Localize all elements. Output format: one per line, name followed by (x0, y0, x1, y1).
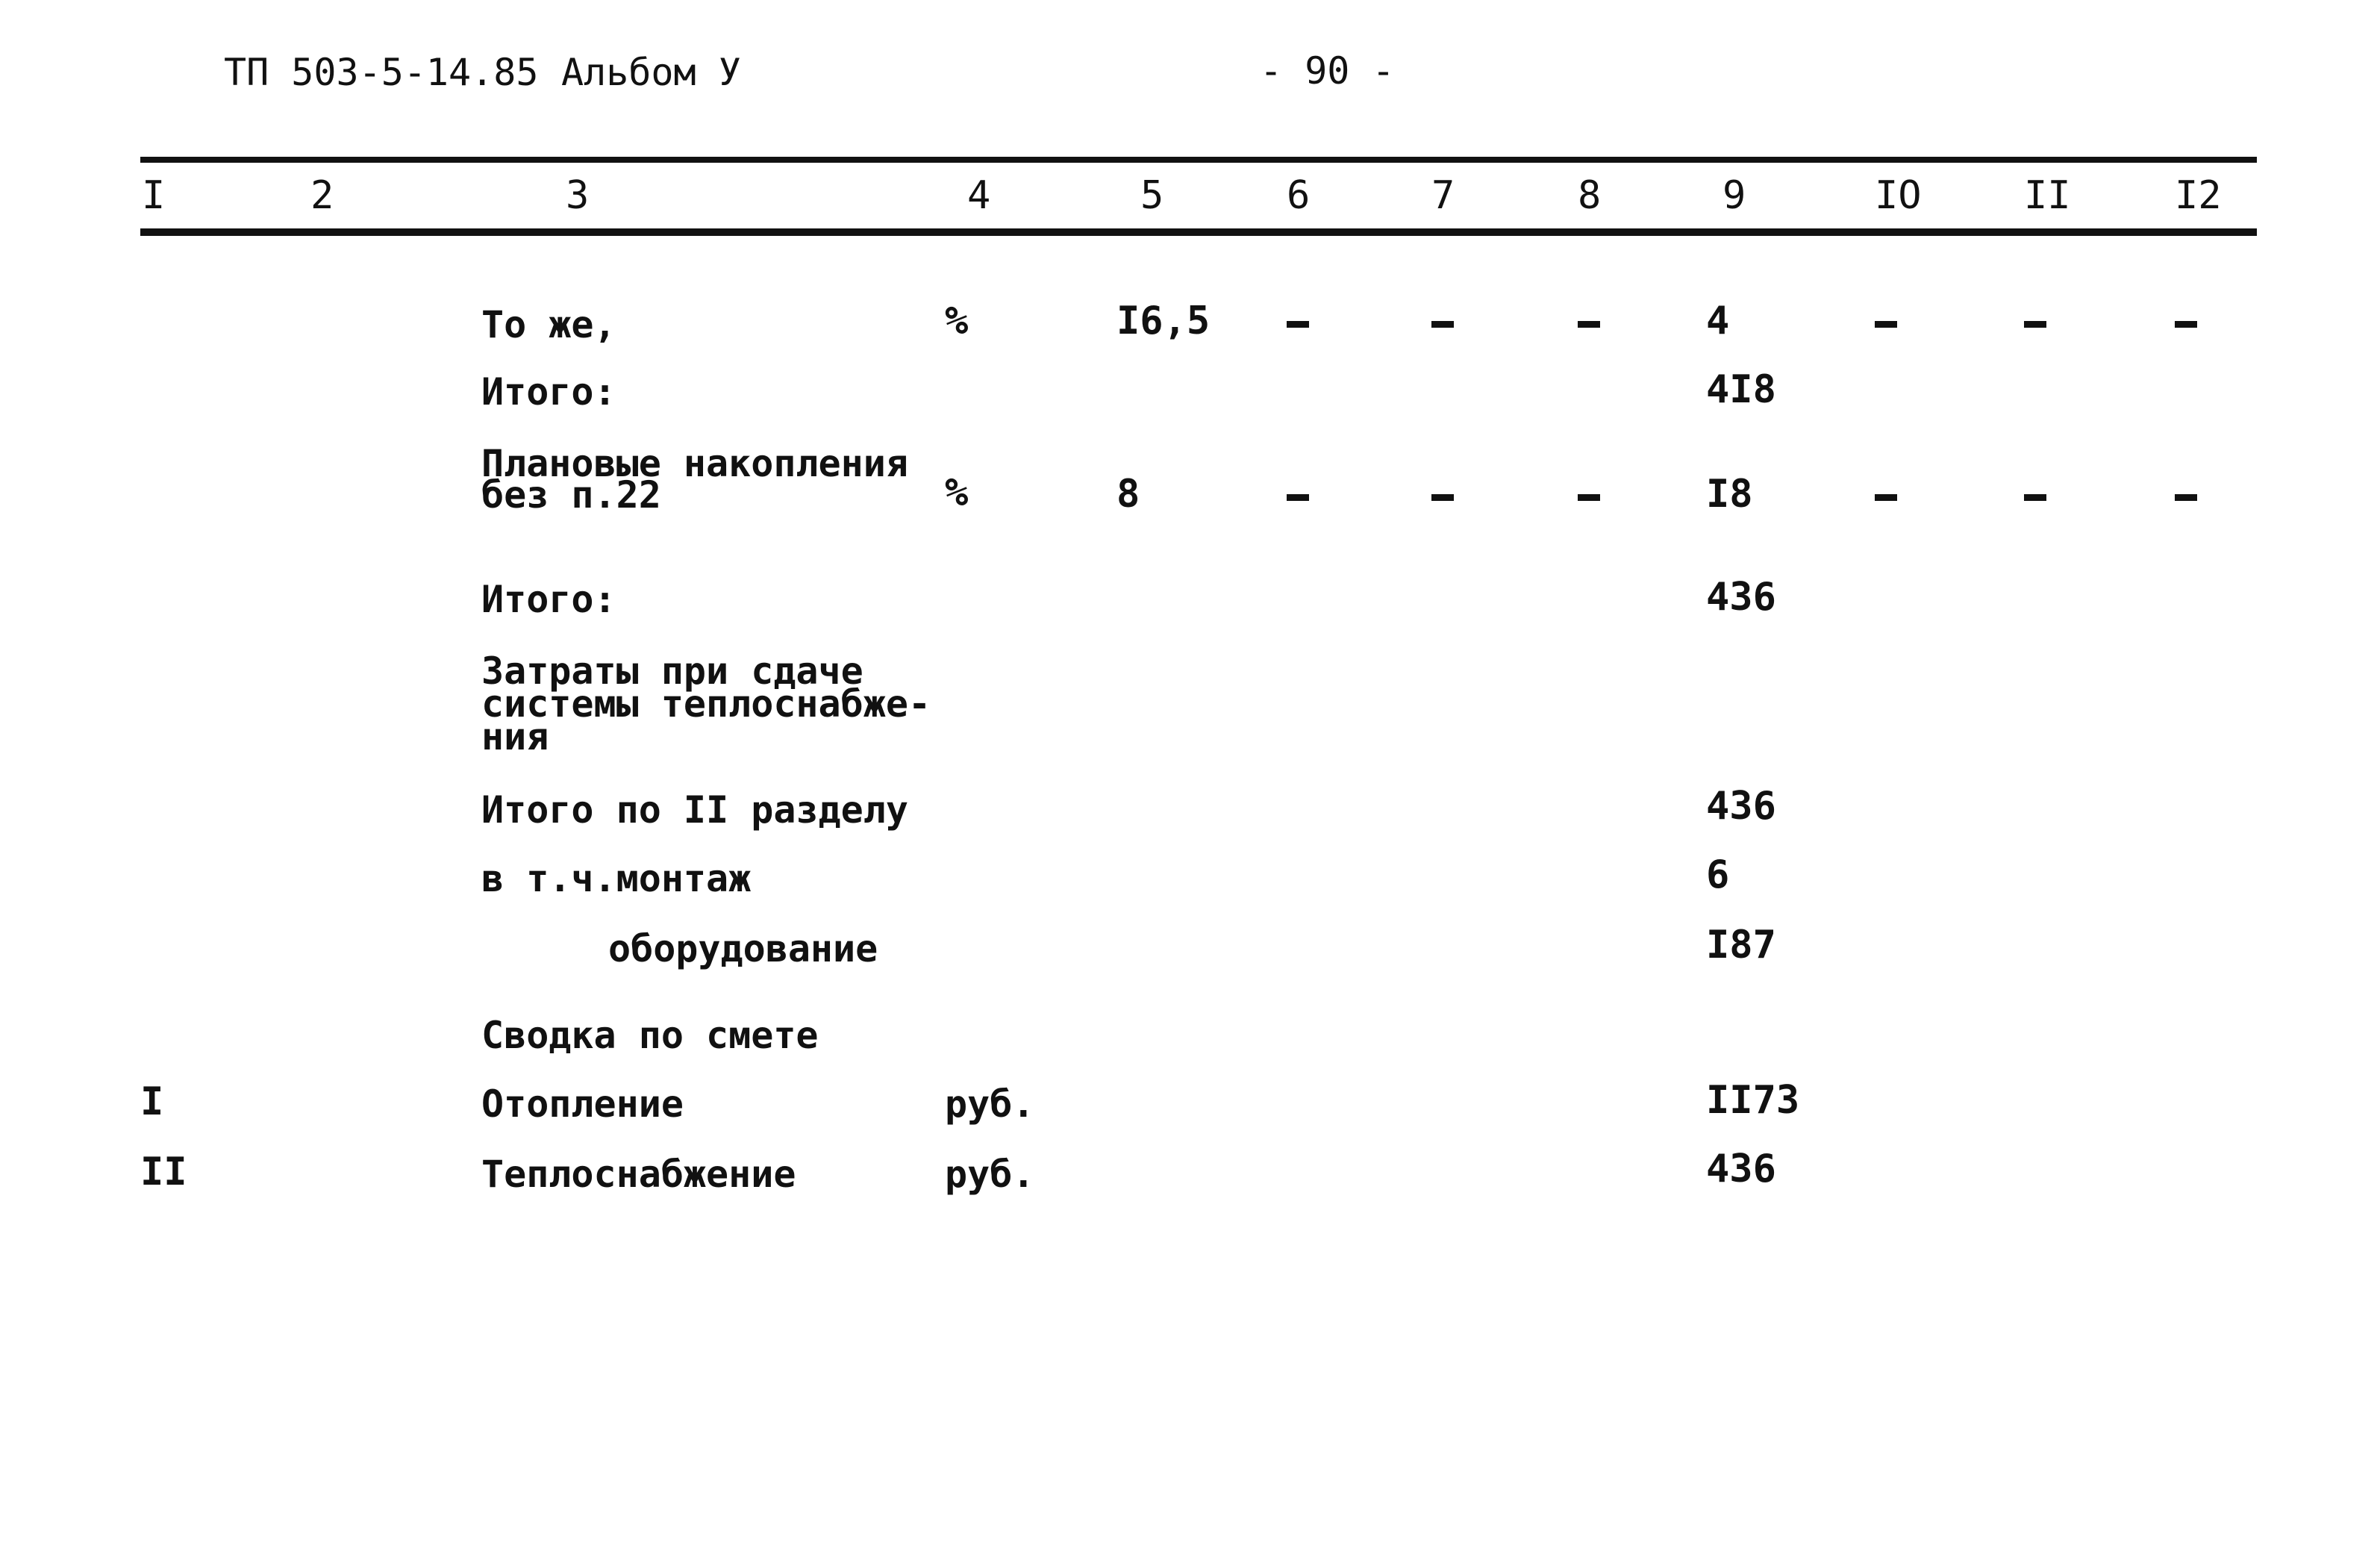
row-same-dash-col12 (2175, 321, 2197, 328)
document-code: ТП 503-5-14.85 (224, 51, 539, 94)
row-planned-dash-col8 (1578, 494, 1600, 501)
row-planned-dash-col7 (1431, 494, 1454, 501)
row-handover-label-line3: ния (481, 715, 549, 758)
summary-item-2-number: II (140, 1150, 187, 1194)
column-number-2: 2 (310, 173, 334, 218)
column-number-5: 5 (1140, 173, 1164, 218)
row-same-value: 4 (1706, 299, 1730, 343)
header-top-rule (140, 157, 2257, 163)
row-same-unit: % (945, 299, 969, 343)
row-equipment-value: I87 (1706, 923, 1776, 967)
row-same-dash-col7 (1431, 321, 1454, 328)
summary-item-1-number: I (140, 1079, 164, 1124)
row-planned-rate: 8 (1116, 472, 1140, 517)
row-planned-dash-col12 (2175, 494, 2197, 501)
row-same-dash-col8 (1578, 321, 1600, 328)
summary-item-2-name: Теплоснабжение (481, 1153, 796, 1196)
row-total-2-value: 436 (1706, 575, 1776, 620)
row-same-dash-col10 (1875, 321, 1897, 328)
column-number-9: 9 (1722, 173, 1746, 218)
row-planned-label-line2: без п.22 (481, 473, 661, 517)
column-number-3: 3 (566, 173, 590, 218)
page-number: - 90 - (1260, 49, 1395, 93)
column-number-8: 8 (1578, 173, 1602, 218)
header-bottom-rule (140, 228, 2257, 236)
summary-item-2-value: 436 (1706, 1147, 1776, 1191)
row-total-2-label: Итого: (481, 578, 616, 621)
summary-item-1-unit: руб. (945, 1082, 1035, 1126)
row-installation-value: 6 (1706, 852, 1730, 897)
row-total-1-label: Итого: (481, 370, 616, 414)
row-same-rate: I6,5 (1116, 299, 1211, 343)
row-planned-dash-col11 (2024, 494, 2046, 501)
row-same-dash-col11 (2024, 321, 2046, 328)
column-number-1: I (142, 173, 166, 218)
column-number-10: IO (1875, 173, 1922, 218)
row-handover-label-line2: системы теплоснабже- (481, 682, 931, 726)
column-number-12: I2 (2175, 173, 2222, 218)
row-planned-dash-col10 (1875, 494, 1897, 501)
row-installation-label: в т.ч.монтаж (481, 857, 752, 900)
row-handover-label-line1: Затраты при сдаче (481, 649, 863, 693)
column-number-11: II (2024, 173, 2071, 218)
row-planned-dash-col6 (1287, 494, 1309, 501)
summary-item-2-unit: руб. (945, 1153, 1035, 1196)
column-number-6: 6 (1287, 173, 1311, 218)
row-same-label: То же, (481, 303, 616, 346)
row-section-total-label: Итого по II разделу (481, 788, 908, 832)
row-planned-value: I8 (1706, 472, 1753, 517)
summary-title: Сводка по смете (481, 1014, 819, 1057)
summary-item-1-value: II73 (1706, 1078, 1800, 1123)
album-label: Альбом У (561, 51, 741, 94)
column-number-4: 4 (967, 173, 991, 218)
row-planned-unit: % (945, 470, 969, 515)
summary-item-1-name: Отопление (481, 1082, 684, 1126)
row-same-dash-col6 (1287, 321, 1309, 328)
row-section-total-value: 436 (1706, 784, 1776, 829)
column-number-7: 7 (1431, 173, 1455, 218)
row-planned-label-line1: Плановые накопления (481, 442, 908, 485)
row-total-1-value: 4I8 (1706, 367, 1776, 412)
row-equipment-label: оборудование (608, 927, 878, 970)
